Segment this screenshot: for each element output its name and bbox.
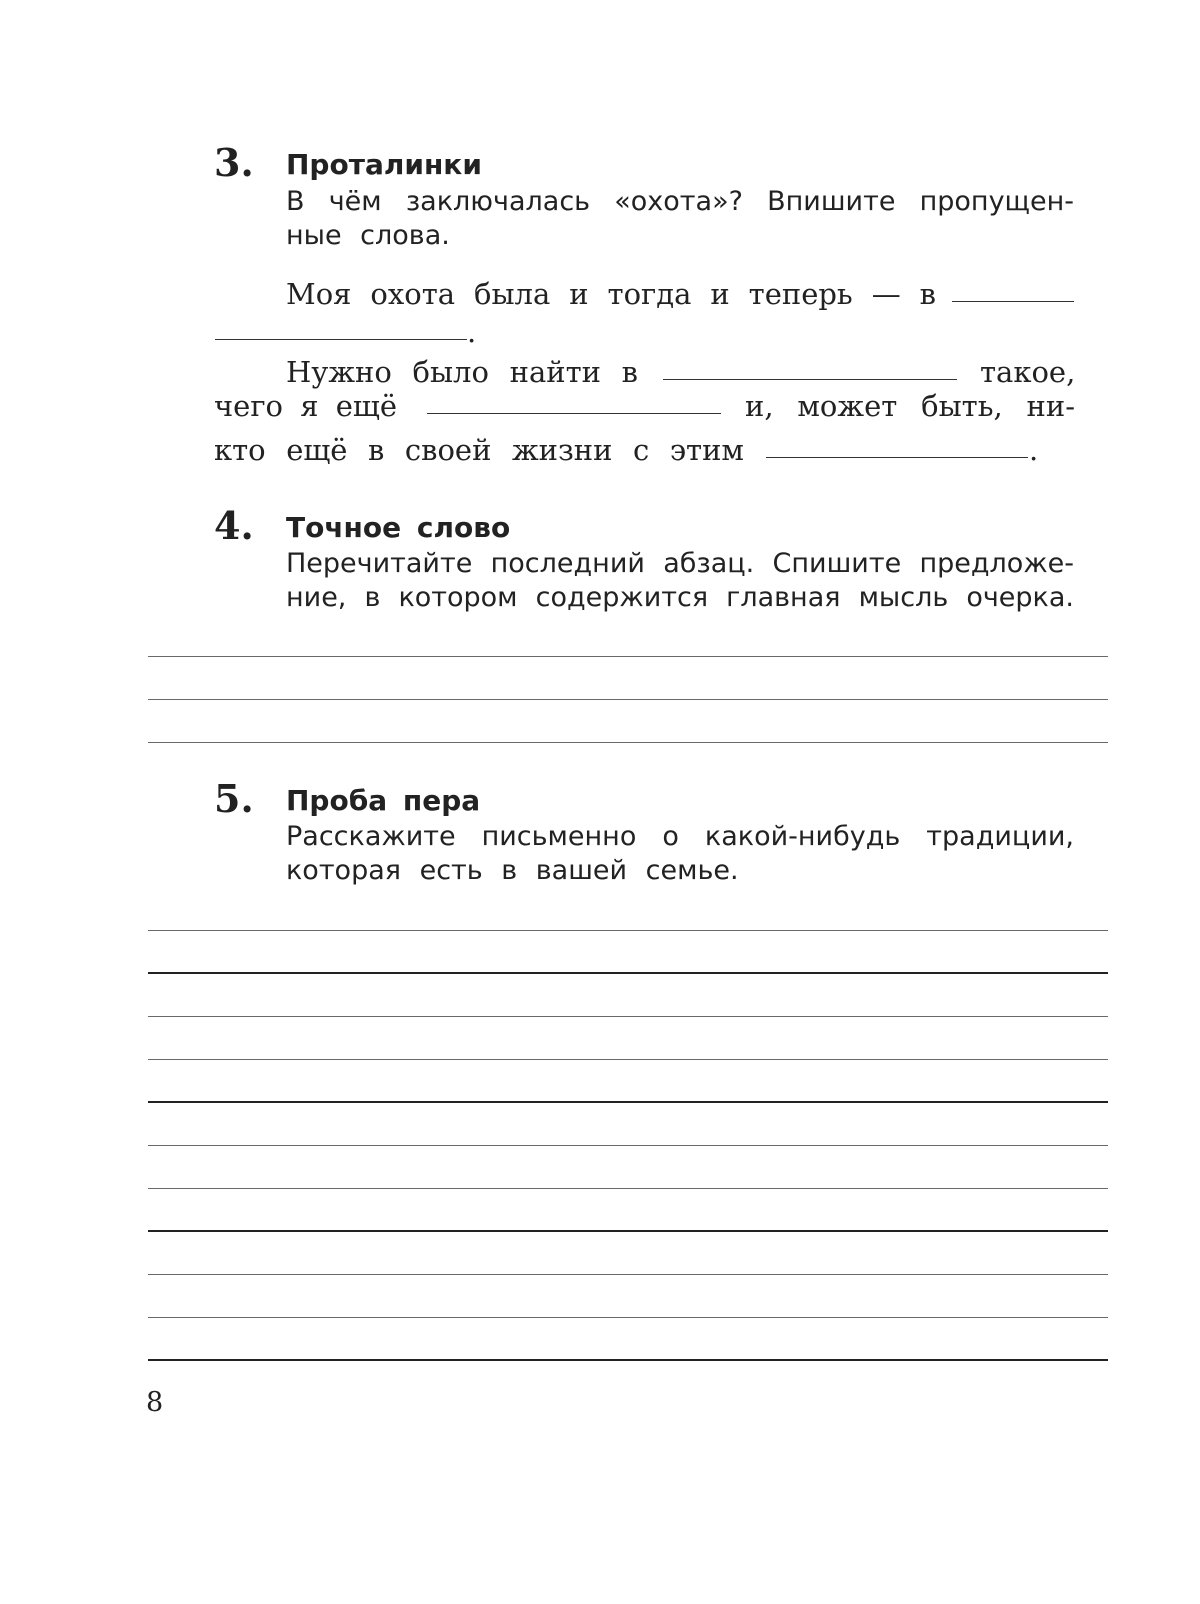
task-5-title: Проба пера <box>286 784 481 817</box>
task-5-number: 5. <box>214 776 254 821</box>
word: своей <box>404 433 492 467</box>
word: кто <box>214 433 266 467</box>
task-4-instruction <box>286 547 1074 615</box>
answer-line[interactable] <box>148 1317 1108 1318</box>
word: — <box>871 277 901 311</box>
answer-line[interactable] <box>148 1101 1108 1103</box>
task-3-instruction-line-1: В чём заключалась «охота»? Впишите пропущен- <box>286 186 1074 217</box>
word: и, <box>745 389 774 423</box>
word: Нужно <box>286 355 392 389</box>
word: Моя <box>286 277 352 311</box>
task-3-sentence-1 <box>286 277 936 311</box>
task-3-instruction <box>286 185 1074 253</box>
task-3-sentence-2b-start: чего я ещё <box>214 389 398 423</box>
word: в <box>621 355 638 389</box>
fill-blank-2a[interactable] <box>663 379 957 380</box>
word: жизни <box>511 433 613 467</box>
word: найти <box>509 355 601 389</box>
word: охота <box>370 277 456 311</box>
task-4-title: Точное слово <box>286 511 511 544</box>
answer-line[interactable] <box>148 1059 1108 1060</box>
task-5-instruction <box>286 820 1074 888</box>
fill-blank-1a[interactable] <box>952 301 1074 302</box>
word: в <box>919 277 936 311</box>
word: быть, <box>921 389 1003 423</box>
word: была <box>474 277 551 311</box>
word: ни- <box>1026 389 1075 423</box>
answer-line[interactable] <box>148 1188 1108 1189</box>
answer-line[interactable] <box>148 1230 1108 1232</box>
sentence-2-tail: такое, <box>980 355 1076 389</box>
word: тогда <box>607 277 692 311</box>
task-3-sentence-2b-end <box>745 389 1075 423</box>
task-5-instruction-line-2: которая есть в вашей семье. <box>286 855 739 886</box>
task-4-instruction-line-1: Перечитайте последний абзац. Спишите предложе- <box>286 548 1074 579</box>
fill-blank-3[interactable] <box>766 457 1028 458</box>
word: и <box>710 277 730 311</box>
task-3-instruction-line-2: ные слова. <box>286 220 450 251</box>
task-3-sentence-3 <box>214 433 744 467</box>
task-3-number: 3. <box>214 140 254 185</box>
word: может <box>797 389 898 423</box>
word: в <box>368 433 385 467</box>
word: и <box>569 277 589 311</box>
sentence-1-period: . <box>467 315 477 349</box>
word: ещё <box>286 433 348 467</box>
page-number: 8 <box>146 1387 164 1418</box>
task-5-instruction-line-1: Расскажите письменно о какой-нибудь традиции, <box>286 821 1074 852</box>
answer-line[interactable] <box>148 742 1108 743</box>
answer-line[interactable] <box>148 1145 1108 1146</box>
word: теперь <box>748 277 853 311</box>
task-4-number: 4. <box>214 503 254 548</box>
answer-line[interactable] <box>148 972 1108 974</box>
answer-line[interactable] <box>148 1359 1108 1361</box>
answer-line[interactable] <box>148 1016 1108 1017</box>
answer-line[interactable] <box>148 656 1108 657</box>
answer-line[interactable] <box>148 699 1108 700</box>
task-4-instruction-line-2: ние, в котором содержится главная мысль очерка. <box>286 582 1074 613</box>
word: с <box>633 433 650 467</box>
task-3-title: Проталинки <box>286 148 482 181</box>
answer-line[interactable] <box>148 1274 1108 1275</box>
answer-line[interactable] <box>148 930 1108 931</box>
task-3-sentence-2a <box>286 355 638 389</box>
fill-blank-2b[interactable] <box>427 413 721 414</box>
fill-blank-1b[interactable] <box>215 339 467 340</box>
sentence-3-period: . <box>1029 433 1039 467</box>
word: этим <box>669 433 744 467</box>
word: было <box>412 355 489 389</box>
